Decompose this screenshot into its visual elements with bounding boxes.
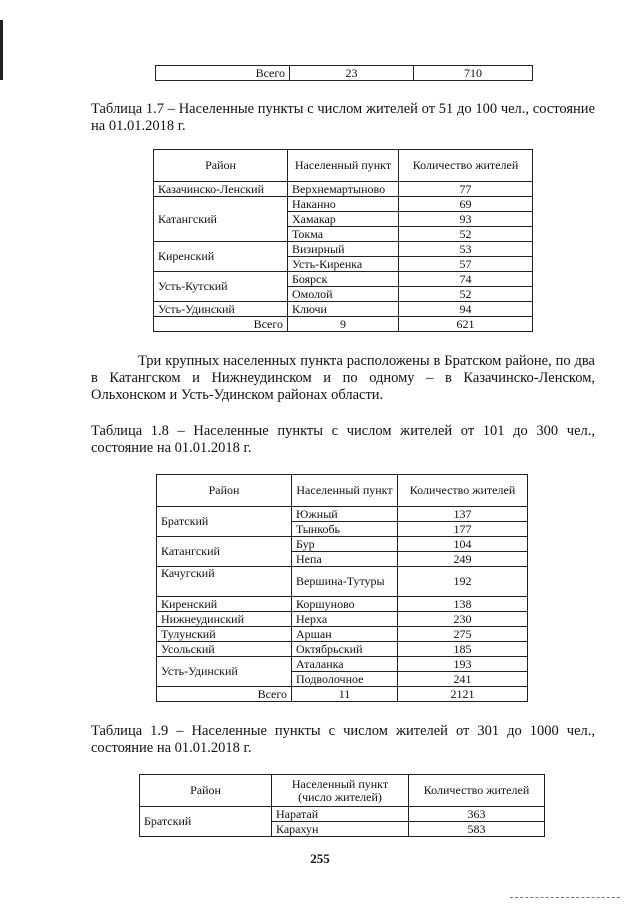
- row-population: 185: [398, 642, 528, 657]
- table19: [139, 774, 545, 837]
- row-settlement: Хамакар: [288, 212, 399, 227]
- body-paragraph: Три крупных населенных пункта расположены в Братском районе, по два в Катангском и Нижнеудинском и по одному – в Казачинско-Ленском, Ольхонском и Усть-Удинском районах области.: [91, 353, 595, 403]
- row-district: Братский: [140, 807, 272, 837]
- row-population: 57: [399, 257, 533, 272]
- table17: [153, 149, 533, 332]
- row-district: Тулунский: [157, 627, 292, 642]
- row-settlement: Коршуново: [292, 597, 398, 612]
- total-label: Всего: [154, 317, 288, 332]
- row-district: Казачинско-Ленский: [154, 182, 288, 197]
- total-row: [154, 317, 533, 332]
- row-population: 192: [398, 567, 528, 597]
- row-population: 363: [409, 807, 545, 822]
- row-district: Братский: [157, 507, 292, 537]
- header-settlement: Населенный пункт: [288, 150, 399, 182]
- header-district: Район: [154, 150, 288, 182]
- header-settlement: Населенный пункт: [292, 475, 398, 507]
- total-count: 11: [292, 687, 398, 702]
- table-row: [140, 807, 545, 822]
- table-row: [157, 507, 528, 522]
- row-settlement: Токма: [288, 227, 399, 242]
- table-row: [157, 627, 528, 642]
- total-count: 23: [290, 66, 414, 81]
- row-population: 249: [398, 552, 528, 567]
- table-row: [157, 657, 528, 672]
- row-settlement: Подволочное: [292, 672, 398, 687]
- table-row: [157, 612, 528, 627]
- row-district: Катангский: [157, 537, 292, 567]
- row-settlement: Нерха: [292, 612, 398, 627]
- table-row: [154, 197, 533, 212]
- header-district: Район: [140, 775, 272, 807]
- row-population: 94: [399, 302, 533, 317]
- row-population: 138: [398, 597, 528, 612]
- row-district: Усть-Удинский: [157, 657, 292, 687]
- row-settlement: Наратай: [272, 807, 409, 822]
- table-row: [154, 302, 533, 317]
- row-settlement: Аршан: [292, 627, 398, 642]
- row-settlement: Омолой: [288, 287, 399, 302]
- total-population: 710: [414, 66, 533, 81]
- row-settlement: Верхнемартыново: [288, 182, 399, 197]
- table-row: [157, 567, 528, 597]
- row-population: 193: [398, 657, 528, 672]
- total-row: [157, 687, 528, 702]
- header-population: Количество жителей: [399, 150, 533, 182]
- row-district: Киренский: [157, 597, 292, 612]
- row-settlement: Бур: [292, 537, 398, 552]
- row-district: Усть-Удинский: [154, 302, 288, 317]
- row-population: 52: [399, 287, 533, 302]
- row-population: 583: [409, 822, 545, 837]
- row-population: 53: [399, 242, 533, 257]
- total-population: 621: [399, 317, 533, 332]
- row-district: Катангский: [154, 197, 288, 242]
- row-settlement: Усть-Киренка: [288, 257, 399, 272]
- table-row: [157, 642, 528, 657]
- row-settlement: Карахун: [272, 822, 409, 837]
- row-population: 177: [398, 522, 528, 537]
- row-settlement: Октябрьский: [292, 642, 398, 657]
- row-population: 74: [399, 272, 533, 287]
- row-district: Качугский: [157, 567, 292, 597]
- row-settlement: Визирный: [288, 242, 399, 257]
- row-population: 104: [398, 537, 528, 552]
- row-district: Усольский: [157, 642, 292, 657]
- table-row: [157, 537, 528, 552]
- total-label: Всего: [157, 687, 292, 702]
- row-population: 137: [398, 507, 528, 522]
- table-row: [154, 182, 533, 197]
- table-row: [154, 272, 533, 287]
- header-population: Количество жителей: [409, 775, 545, 807]
- table18: [156, 474, 528, 702]
- header-district: Район: [157, 475, 292, 507]
- table-row: [154, 242, 533, 257]
- total-population: 2121: [398, 687, 528, 702]
- table19-caption: Таблица 1.9 – Населенные пункты с числом жителей от 301 до 1000 чел., состояние на 01.01.2018 г.: [91, 723, 595, 756]
- previous-table-total: [155, 65, 533, 81]
- total-label: Всего: [156, 66, 290, 81]
- row-population: 52: [399, 227, 533, 242]
- row-settlement: Аталанка: [292, 657, 398, 672]
- scan-edge-mark: [0, 20, 3, 80]
- table17-caption: Таблица 1.7 – Населенные пункты с числом жителей от 51 до 100 чел., состояние на 01.01.2018 г.: [91, 101, 595, 134]
- row-settlement: Непа: [292, 552, 398, 567]
- row-district: Нижнеудинский: [157, 612, 292, 627]
- row-population: 77: [399, 182, 533, 197]
- row-settlement: Ключи: [288, 302, 399, 317]
- scan-dash-line: [510, 897, 620, 898]
- row-settlement: Боярск: [288, 272, 399, 287]
- total-count: 9: [288, 317, 399, 332]
- table18-caption: Таблица 1.8 – Населенные пункты с числом жителей от 101 до 300 чел., состояние на 01.01.2018 г.: [91, 423, 595, 456]
- row-district: Усть-Кутский: [154, 272, 288, 302]
- row-population: 241: [398, 672, 528, 687]
- row-population: 93: [399, 212, 533, 227]
- row-settlement: Южный: [292, 507, 398, 522]
- page-number: 255: [310, 851, 330, 866]
- header-settlement: Населенный пункт (число жителей): [272, 775, 409, 807]
- row-settlement: Вершина-Тутуры: [292, 567, 398, 597]
- row-population: 230: [398, 612, 528, 627]
- row-district: Киренский: [154, 242, 288, 272]
- row-settlement: Тынкобь: [292, 522, 398, 537]
- row-population: 69: [399, 197, 533, 212]
- row-settlement: Наканно: [288, 197, 399, 212]
- row-population: 275: [398, 627, 528, 642]
- table-row: [157, 597, 528, 612]
- header-population: Количество жителей: [398, 475, 528, 507]
